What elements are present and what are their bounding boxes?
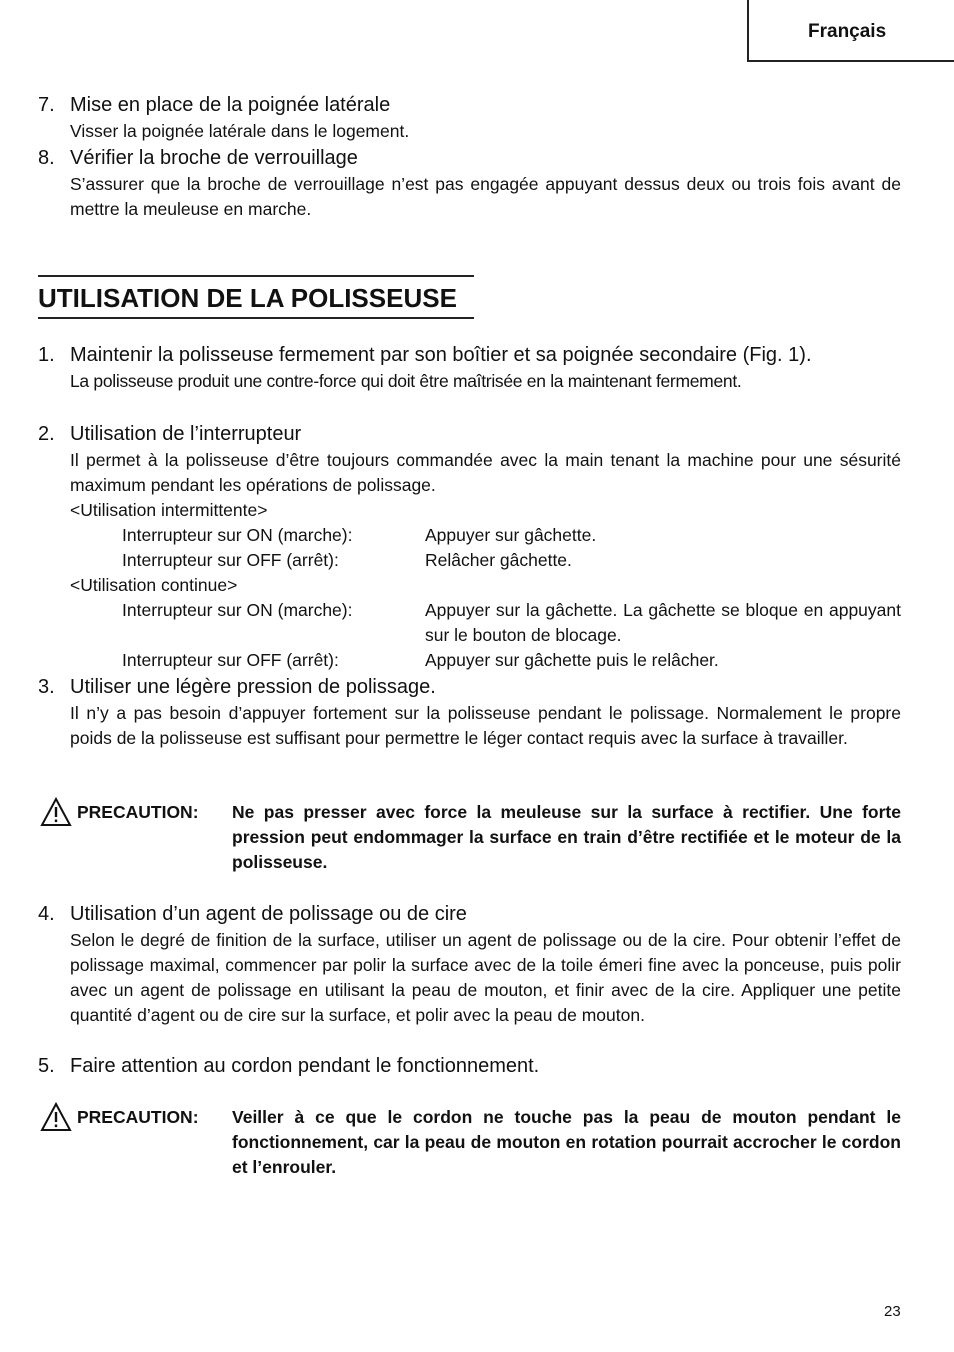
switch-on-action: Appuyer sur gâchette. — [425, 525, 597, 545]
switch-off-label: Interrupteur sur OFF (arrêt): — [122, 650, 339, 670]
section-heading-text: UTILISATION DE LA POLISSEUSE — [38, 283, 457, 313]
caution-label: PRECAUTION: — [77, 802, 199, 822]
item-title: Utiliser une légère pression de polissage. — [70, 676, 436, 698]
caution-label: PRECAUTION: — [77, 1107, 199, 1127]
item-text: Visser la poignée latérale dans le logement. — [70, 121, 410, 141]
switch-off-action: Relâcher gâchette. — [425, 550, 572, 570]
switch-off-action: Appuyer sur gâchette puis le relâcher. — [425, 650, 719, 670]
item-title: Faire attention au cordon pendant le fonctionnement. — [70, 1055, 540, 1077]
warning-icon — [40, 797, 72, 827]
item-number: 5. — [38, 1055, 55, 1077]
page-number: 23 — [884, 1303, 901, 1320]
item-text: S’assurer que la broche de verrouillage n’est pas engagée appuyant dessus deux ou trois fois avant de mettre la meuleuse en marche. — [70, 174, 901, 219]
item-title: Utilisation de l’interrupteur — [70, 423, 302, 445]
switch-on-label: Interrupteur sur ON (marche): — [122, 600, 353, 620]
item-number: 2. — [38, 423, 55, 445]
warning-icon — [40, 1102, 72, 1132]
item-text: Selon le degré de finition de la surface, utiliser un agent de polissage ou de la cire. Pour obtenir l’effet de polissage maximal, commencer par polir la surface avec de la toile émeri fine avec la ponceuse, puis polir avec un agent de polissage en utilisant la peau de mouton, et finir avec de la cire. Appliquer une petite quantité d’agent ou de cire sur la surface, et polir avec la peau de mouton. — [70, 930, 901, 1025]
item-number: 7. — [38, 94, 55, 116]
switch-off-label: Interrupteur sur OFF (arrêt): — [122, 550, 339, 570]
item-title: Maintenir la polisseuse fermement par son boîtier et sa poignée secondaire (Fig. 1). — [70, 344, 812, 366]
list-item-2 — [38, 421, 901, 498]
item-text: Il permet à la polisseuse d’être toujours commandée avec la main tenant la machine pour une sésurité maximum pendant les opérations de polissage. — [70, 450, 901, 495]
switch-on-label: Interrupteur sur ON (marche): — [122, 525, 353, 545]
list-item-3 — [38, 674, 901, 751]
list-item-4 — [38, 901, 901, 1028]
item-number: 8. — [38, 147, 55, 169]
caution-text: Veiller à ce que le cordon ne touche pas la peau de mouton pendant le fonctionnement, car la peau de mouton en rotation pourrait accrocher le cordon et l’enrouler. — [232, 1107, 901, 1177]
switch-on-action: Appuyer sur la gâchette. La gâchette se bloque en appuyant sur le bouton de blocage. — [425, 600, 901, 645]
item-title: Vérifier la broche de verrouillage — [70, 147, 358, 169]
caution-text: Ne pas presser avec force la meuleuse sur la surface à rectifier. Une forte pression peut endommager la surface en train d’être rectifiée et le moteur de la polisseuse. — [232, 802, 901, 872]
item-title: Utilisation d’un agent de polissage ou de cire — [70, 903, 467, 925]
continuous-label: <Utilisation continue> — [70, 575, 238, 595]
list-item-5 — [38, 1053, 901, 1080]
list-item-7 — [38, 92, 901, 144]
language-label: Français — [808, 21, 887, 42]
item-number: 1. — [38, 344, 55, 366]
switch-row — [122, 598, 901, 648]
item-number: 3. — [38, 676, 55, 698]
item-title: Mise en place de la poignée latérale — [70, 94, 391, 116]
list-item-8 — [38, 145, 901, 222]
section-heading — [38, 275, 474, 319]
intermittent-label: <Utilisation intermittente> — [70, 500, 268, 520]
language-tab — [747, 0, 954, 62]
item-text: Il n’y a pas besoin d’appuyer fortement sur la polisseuse pendant le polissage. Normalement le propre poids de la polisseuse est suffisant pour permettre le léger contact requis avec la surface à travailler. — [70, 703, 901, 748]
item-text: La polisseuse produit une contre-force qui doit être maîtrisée en la maintenant fermement. — [70, 371, 742, 391]
item-number: 4. — [38, 903, 55, 925]
list-item-1 — [38, 342, 901, 394]
